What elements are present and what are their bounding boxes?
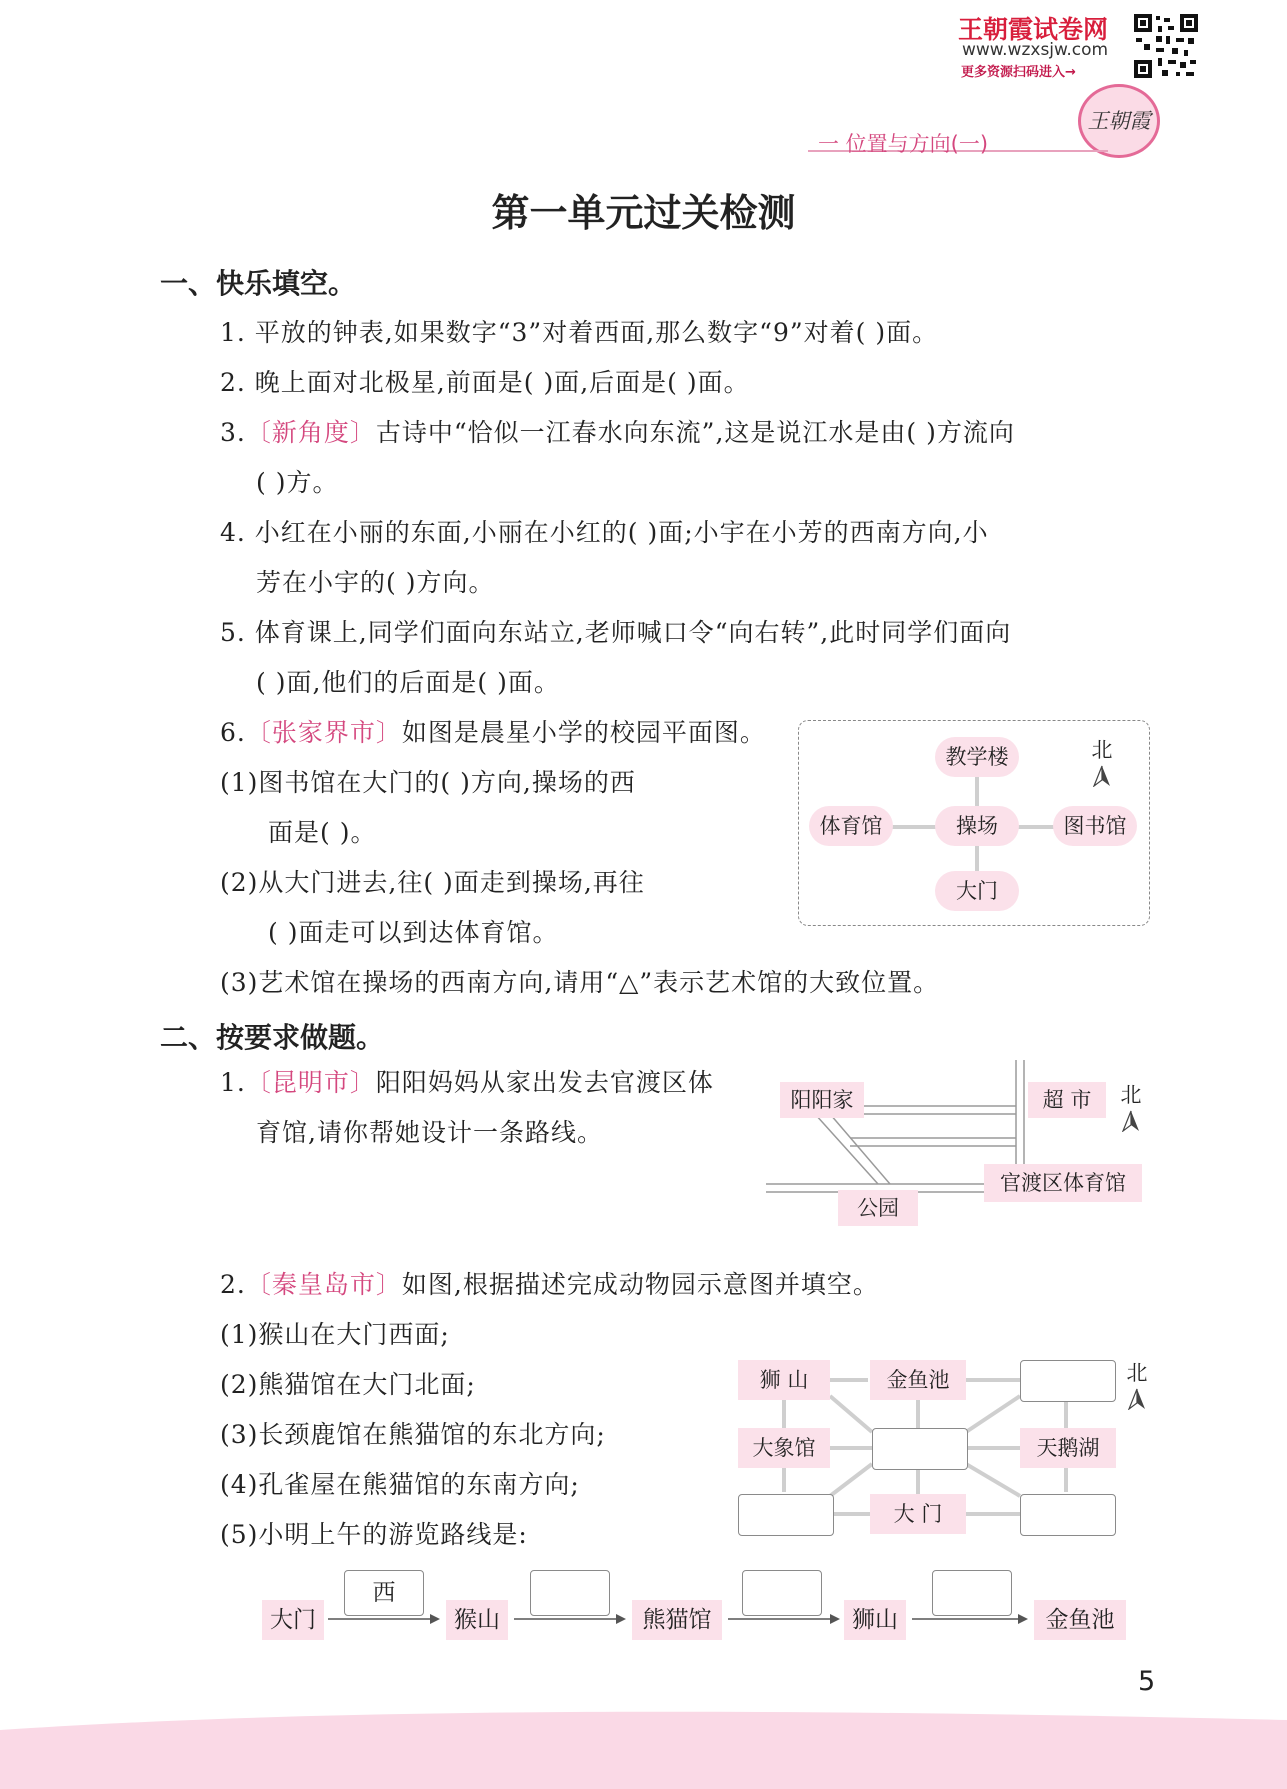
question-6-2: (2)从大门进去,往( )面走到操场,再往 bbox=[220, 868, 645, 897]
question-1: 1. 平放的钟表,如果数字“3”对着西面,那么数字“9”对着( )面。 bbox=[220, 318, 939, 347]
qr-code-icon[interactable] bbox=[1132, 12, 1200, 80]
zoo-goldfish-pond: 金鱼池 bbox=[870, 1360, 966, 1400]
question-text: 如图,根据描述完成动物园示意图并填空。 bbox=[401, 1270, 879, 1299]
route-stop-3: 熊猫馆 bbox=[632, 1600, 722, 1640]
map-park: 公园 bbox=[838, 1190, 918, 1226]
source-tag: 〔新角度〕 bbox=[245, 418, 376, 447]
question-4: 4. 小红在小丽的东面,小丽在小红的( )面;小宇在小芳的西南方向,小 bbox=[220, 518, 989, 547]
route-direction-4[interactable] bbox=[932, 1570, 1012, 1616]
question-3-cont: ( )方。 bbox=[256, 468, 339, 497]
map-guandu-gym: 官渡区体育馆 bbox=[984, 1164, 1142, 1202]
zoo-blank-bottom-left[interactable] bbox=[738, 1494, 834, 1536]
question-2-1-cont: 育馆,请你帮她设计一条路线。 bbox=[256, 1118, 603, 1147]
section-label: 一 位置与方向(一) bbox=[818, 132, 989, 156]
question-text: 古诗中“恰似一江春水向东流”,这是说江水是由( )方流向 bbox=[375, 418, 1015, 447]
source-tag: 〔昆明市〕 bbox=[245, 1068, 376, 1097]
question-2-1 bbox=[220, 1068, 714, 1098]
brand-name: 王朝霞试卷网 bbox=[958, 15, 1109, 44]
seal-text: 王朝霞 bbox=[1087, 109, 1151, 133]
zoo-blank-center[interactable] bbox=[872, 1428, 968, 1470]
question-6-1: (1)图书馆在大门的( )方向,操场的西 bbox=[220, 768, 636, 797]
question-6-3: (3)艺术馆在操场的西南方向,请用“△”表示艺术馆的大致位置。 bbox=[220, 968, 940, 997]
question-5-cont: ( )面,他们的后面是( )面。 bbox=[256, 668, 560, 697]
question-4-cont: 芳在小宇的( )方向。 bbox=[256, 568, 495, 597]
zoo-gate: 大 门 bbox=[870, 1494, 966, 1534]
source-tag: 〔张家界市〕 bbox=[245, 718, 402, 747]
section-heading-2: 二、按要求做题。 bbox=[160, 1021, 385, 1054]
route-stop-5: 金鱼池 bbox=[1034, 1600, 1126, 1640]
question-3 bbox=[220, 418, 1015, 448]
zoo-elephant-house: 大象馆 bbox=[738, 1428, 830, 1468]
question-number: 3. bbox=[220, 418, 246, 447]
section-heading-1: 一、快乐填空。 bbox=[160, 267, 357, 300]
map-supermarket: 超 市 bbox=[1028, 1082, 1106, 1118]
north-arrow-icon bbox=[1093, 765, 1111, 787]
campus-library: 图书馆 bbox=[1053, 806, 1137, 846]
seal-logo bbox=[1078, 84, 1160, 158]
route-stop-1: 大门 bbox=[262, 1600, 324, 1640]
north-label: 北 bbox=[1120, 1083, 1142, 1107]
campus-map bbox=[798, 720, 1150, 926]
campus-gate: 大门 bbox=[935, 871, 1019, 911]
route-direction-3[interactable] bbox=[742, 1570, 822, 1616]
zoo-blank-bottom-right[interactable] bbox=[1020, 1494, 1116, 1536]
route-arrow-3 bbox=[726, 1612, 842, 1626]
route-direction-2[interactable] bbox=[530, 1570, 610, 1616]
footer-wave bbox=[0, 1700, 1287, 1789]
campus-gym: 体育馆 bbox=[809, 806, 893, 846]
north-label: 北 bbox=[1126, 1361, 1148, 1385]
route-direction-1[interactable] bbox=[344, 1570, 424, 1616]
campus-playground: 操场 bbox=[935, 806, 1019, 846]
route-stop-2: 猴山 bbox=[446, 1600, 508, 1640]
question-5: 5. 体育课上,同学们面向东站立,老师喊口令“向右转”,此时同学们面向 bbox=[220, 618, 1012, 647]
question-number: 1. bbox=[220, 1068, 246, 1097]
question-text: 如图是晨星小学的校园平面图。 bbox=[401, 718, 766, 747]
zoo-swan-lake: 天鹅湖 bbox=[1020, 1428, 1116, 1468]
route-arrow-1 bbox=[326, 1612, 442, 1626]
question-2: 2. 晚上面对北极星,前面是( )面,后面是( )面。 bbox=[220, 368, 750, 397]
zoo-item-1: (1)猴山在大门西面; bbox=[220, 1320, 450, 1349]
site-url[interactable]: www.wzxsjw.com bbox=[962, 40, 1109, 60]
route-direction-1-text: 西 bbox=[372, 1580, 396, 1606]
route-arrow-2 bbox=[512, 1612, 628, 1626]
zoo-item-5: (5)小明上午的游览路线是: bbox=[220, 1520, 528, 1549]
question-6-1-cont: 面是( )。 bbox=[268, 818, 377, 847]
zoo-lion-hill: 狮 山 bbox=[738, 1360, 830, 1400]
route-arrow-4 bbox=[910, 1612, 1030, 1626]
north-label: 北 bbox=[1091, 738, 1113, 762]
question-6-2-cont: ( )面走可以到达体育馆。 bbox=[268, 918, 559, 947]
page-title: 第一单元过关检测 bbox=[491, 191, 796, 235]
source-tag: 〔秦皇岛市〕 bbox=[245, 1270, 402, 1299]
zoo-item-4: (4)孔雀屋在熊猫馆的东南方向; bbox=[220, 1470, 580, 1499]
map-yangyang-home: 阳阳家 bbox=[780, 1082, 864, 1118]
campus-teaching-building: 教学楼 bbox=[935, 737, 1019, 777]
zoo-blank-top-right[interactable] bbox=[1020, 1360, 1116, 1402]
slogan: 更多资源扫码进入→ bbox=[961, 65, 1076, 80]
route-stop-4: 狮山 bbox=[844, 1600, 906, 1640]
north-arrow-icon bbox=[1122, 1110, 1140, 1132]
page-number: 5 bbox=[1138, 1666, 1156, 1697]
zoo-item-3: (3)长颈鹿馆在熊猫馆的东北方向; bbox=[220, 1420, 606, 1449]
north-arrow-icon bbox=[1128, 1388, 1146, 1410]
question-6 bbox=[220, 718, 766, 748]
zoo-item-2: (2)熊猫馆在大门北面; bbox=[220, 1370, 476, 1399]
question-number: 2. bbox=[220, 1270, 246, 1299]
question-number: 6. bbox=[220, 718, 246, 747]
question-2-2 bbox=[220, 1270, 879, 1300]
question-text: 阳阳妈妈从家出发去官渡区体 bbox=[375, 1068, 714, 1097]
